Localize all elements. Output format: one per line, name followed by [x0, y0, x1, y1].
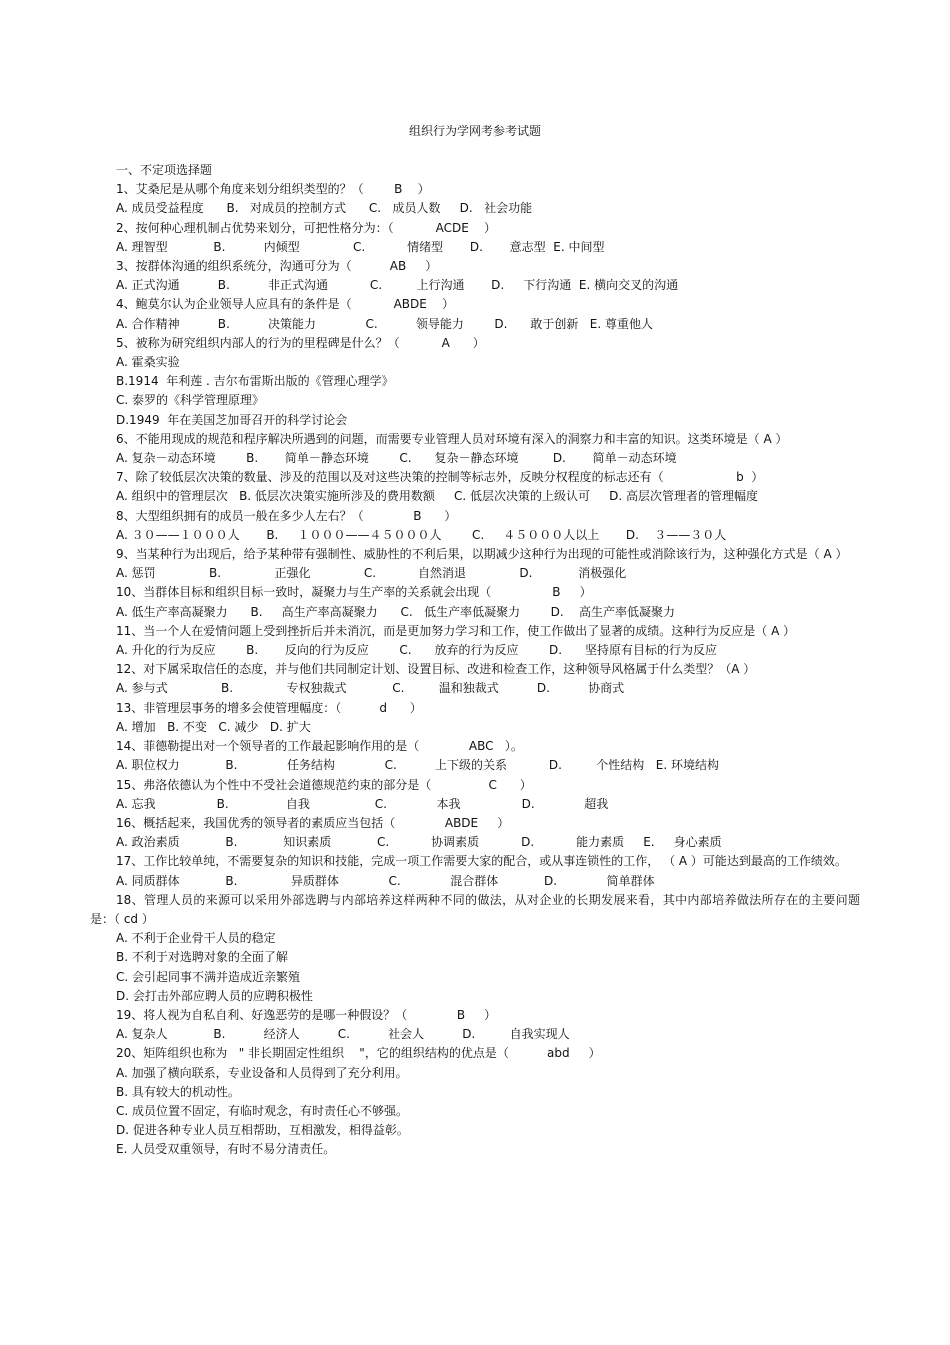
text-line: A. 政治素质 B. 知识素质 C. 协调素质 D. 能力素质 E. 身心素质: [116, 835, 722, 850]
text-line: A. 复杂人 B. 经济人 C. 社会人 D. 自我实现人: [116, 1027, 570, 1042]
text-line: A. 理智型 B. 内倾型 C. 情绪型 D. 意志型 E. 中间型: [116, 239, 605, 254]
text-line: 17、工作比较单纯，不需要复杂的知识和技能，完成一项工作需要大家的配合，或从事连锁性的工作， （ A ）可能达到最高的工作绩效。: [116, 854, 847, 869]
text-line: A. 复杂－动态环境 B. 简单－静态环境 C. 复杂－静态环境 D. 简单－动态环境: [116, 451, 677, 466]
text-line: 9、当某种行为出现后，给予某种带有强制性、威胁性的不利后果，以期减少这种行为出现的可能性或消除该行为，这种强化方式是（ A ）: [116, 547, 848, 562]
text-line: A. 组织中的管理层次 B. 低层次决策实施所涉及的费用数额 C. 低层次决策的上级认可 D. 高层次管理者的管理幅度: [116, 489, 758, 504]
text-line: 16、概括起来，我国优秀的领导者的素质应当包括（ ABDE ）: [116, 815, 510, 830]
text-line: C. 成员位置不固定，有临时观念，有时责任心不够强。: [116, 1103, 409, 1118]
text-line: 1、艾桑尼是从哪个角度来划分组织类型的？（ B ）: [116, 182, 430, 197]
text-line: 19、将人视为自私自利、好逸恶劳的是哪一种假设？（ B ）: [116, 1007, 497, 1022]
text-line: 8、大型组织拥有的成员一般在多少人左右？（ B ）: [116, 508, 457, 523]
text-line: A. 正式沟通 B. 非正式沟通 C. 上行沟通 D. 下行沟通 E. 横向交叉的沟通: [116, 278, 679, 293]
text-line: A. 合作精神 B. 决策能力 C. 领导能力 D. 敢于创新 E. 尊重他人: [116, 316, 654, 331]
text-line: A. 同质群体 B. 异质群体 C. 混合群体 D. 简单群体: [116, 873, 655, 888]
text-line: A. 低生产率高凝聚力 B. 高生产率高凝聚力 C. 低生产率低凝聚力 D. 高生产率低凝聚力: [116, 604, 675, 619]
text-line: 4、鲍莫尔认为企业领导人应具有的条件是（ ABDE ）: [116, 297, 455, 312]
text-line: A. ３０——１０００人 B. １０００——４５０００人 C. ４５０００人以上 D. ３——３０人: [116, 527, 727, 542]
text-line: 一、不定项选择题: [116, 163, 213, 177]
text-line: C. 会引起同事不满并造成近亲繁殖: [116, 969, 301, 984]
text-line: A. 增加 B. 不变 C. 减少 D. 扩大: [116, 719, 311, 734]
text-line: B. 具有较大的机动性。: [116, 1084, 240, 1099]
text-line: 6、不能用现成的规范和程序解决所遇到的问题，而需要专业管理人员对环境有深入的洞察力和丰富的知识。这类环境是（ A ）: [116, 431, 788, 446]
page-title: 组织行为学网考参考试题: [408, 124, 541, 138]
text-line: A. 不利于企业骨干人员的稳定: [116, 931, 276, 946]
text-line: D. 会打击外部应聘人员的应聘积极性: [116, 988, 313, 1003]
text-line: D. 促进各种专业人员互相帮助，互相激发，相得益彰。: [116, 1123, 409, 1138]
text-line: B.1914 年利莲 . 吉尔布雷斯出版的《管理心理学》: [116, 374, 394, 389]
text-line: B. 不利于对选聘对象的全面了解: [116, 950, 288, 965]
text-line: 15、弗洛依德认为个性中不受社会道德规范约束的部分是（ C ）: [116, 777, 532, 792]
text-line: 18、管理人员的来源可以采用外部选聘与内部培养这样两种不同的做法，从对企业的长期发展来看，其中内部培养做法所存在的主要问题是：（ cd ）: [90, 892, 860, 926]
text-line: A. 成员受益程度 B. 对成员的控制方式 C. 成员人数 D. 社会功能: [116, 201, 533, 216]
text-line: 2、按何种心理机制占优势来划分，可把性格分为：（ ACDE ）: [116, 220, 497, 235]
text-line: A. 忘我 B. 自我 C. 本我 D. 超我: [116, 796, 609, 811]
text-line: 12、对下属采取信任的态度，并与他们共同制定计划、设置目标、改进和检查工作，这种领导风格属于什么类型？（A ）: [116, 662, 756, 677]
document-body: [90, 161, 860, 1160]
text-line: 20、矩阵组织也称为 " 非长期固定性组织 "，它的组织结构的优点是（ abd ）: [116, 1046, 601, 1061]
text-line: E. 人员受双重领导，有时不易分清责任。: [116, 1142, 336, 1157]
text-line: A. 霍桑实验: [116, 355, 180, 370]
text-line: 5、被称为研究组织内部人的行为的里程碑是什么？（ A ）: [116, 335, 485, 350]
text-line: A. 职位权力 B. 任务结构 C. 上下级的关系 D. 个性结构 E. 环境结构: [116, 758, 719, 773]
text-line: 11、当一个人在爱情问题上受到挫折后并未消沉，而是更加努力学习和工作，使工作做出了显著的成绩。这种行为反应是（ A ）: [116, 623, 796, 638]
text-line: 10、当群体目标和组织目标一致时，凝聚力与生产率的关系就会出现（ B ）: [116, 585, 592, 600]
text-line: A. 升化的行为反应 B. 反向的行为反应 C. 放弃的行为反应 D. 坚持原有目标的行为反应: [116, 643, 717, 658]
text-line: A. 参与式 B. 专权独裁式 C. 温和独裁式 D. 协商式: [116, 681, 625, 696]
text-line: A. 加强了横向联系，专业设备和人员得到了充分利用。: [116, 1065, 408, 1080]
text-line: 3、按群体沟通的组织系统分，沟通可分为（ AB ）: [116, 259, 438, 274]
text-line: D.1949 年在美国芝加哥召开的科学讨论会: [116, 412, 348, 427]
text-line: C. 泰罗的《科学管理原理》: [116, 393, 265, 408]
text-line: 14、菲德勒提出对一个领导者的工作最起影响作用的是（ ABC ）。: [116, 739, 523, 754]
text-line: A. 惩罚 B. 正强化 C. 自然消退 D. 消极强化: [116, 566, 627, 581]
text-line: 13、非管理层事务的增多会使管理幅度：（ d ）: [116, 700, 422, 715]
text-line: 7、除了较低层次决策的数量、涉及的范围以及对这些决策的控制等标志外，反映分权程度的标志还有（ b ）: [116, 470, 764, 485]
